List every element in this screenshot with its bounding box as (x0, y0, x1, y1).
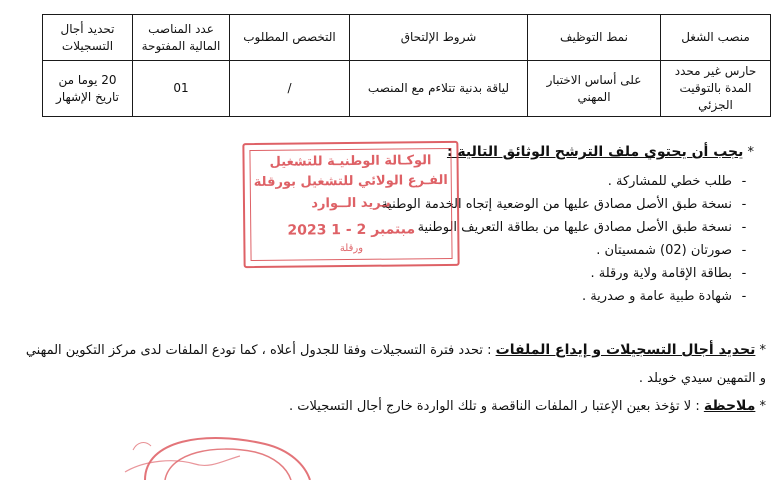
cell-job-position: حارس غير محدد المدة بالتوقيت الجزئي (661, 61, 771, 117)
header-recruitment-mode: نمط التوظيف (528, 15, 661, 61)
dash-bullet: - (741, 289, 747, 304)
documents-heading-text: يجب أن يحتوي ملف الترشح الوثائق التالية : (446, 144, 744, 160)
table-row (43, 61, 771, 117)
cell-specialty: / (230, 61, 350, 117)
dash-bullet: - (741, 174, 747, 189)
asterisk: * (743, 145, 754, 160)
deadline-label: تحديد أجال التسجيلات و إيداع الملفات (495, 342, 756, 358)
header-registration-deadline: تحديد أجال التسجيلات (43, 15, 133, 61)
header-conditions: شروط الإلتحاق (350, 15, 528, 61)
list-item-text: صورتان (02) شمسيتان . (596, 243, 732, 258)
deadline-paragraph (26, 342, 766, 358)
header-job-position: منصب الشغل (661, 15, 771, 61)
note-paragraph (289, 398, 766, 414)
list-item (230, 285, 750, 308)
stamp-date: 2023 مبتمبر 2 - 1 (287, 221, 416, 239)
cell-conditions: لياقة بدنية تتلاءم مع المنصب (350, 61, 528, 117)
list-item-text: شهادة طبية عامة و صدرية . (581, 289, 732, 304)
stamp-branch-line: الفـرع الولائي للتشغيل بورقلة (253, 172, 448, 191)
received-mail-stamp (242, 141, 459, 268)
job-table (42, 14, 771, 117)
dash-bullet: - (741, 243, 747, 258)
deadline-continuation: و التمهين سيدي خويلد . (638, 371, 766, 386)
stamp-city: ورقلة (339, 242, 364, 255)
note-label: ملاحظة (703, 398, 756, 414)
deadline-text: : تحدد فترة التسجيلات وفقا للجدول أعلاه ، كما تودع الملفات لدى مركز التكوين المهني (25, 343, 492, 358)
dash-bullet: - (741, 197, 747, 212)
header-specialty: التخصص المطلوب (230, 15, 350, 61)
cell-registration-deadline: 20 يوما من تاريخ الإشهار (43, 61, 133, 117)
dash-bullet: - (741, 266, 747, 281)
official-seal (115, 420, 315, 480)
stamp-mail-line: بـريد الــوارد (311, 195, 391, 212)
stamp-agency-line: الوكـالة الوطنيـة للتشغيل (269, 153, 432, 170)
asterisk: * (755, 343, 766, 358)
list-item-text: نسخة طبق الأصل مصادق عليها من الوضعية إتجاه الخدمة الوطنية (381, 197, 732, 212)
list-item-text: نسخة طبق الأصل مصادق عليها من بطاقة التعريف الوطنية (417, 220, 732, 235)
documents-heading (447, 144, 754, 160)
list-item-text: بطاقة الإقامة ولاية ورقلة . (590, 266, 732, 281)
cell-recruitment-mode: على أساس الاختبار المهني (528, 61, 661, 117)
table-header-row (43, 15, 771, 61)
dash-bullet: - (741, 220, 747, 235)
header-open-positions: عدد المناصب المالية المفتوحة (133, 15, 230, 61)
cell-open-positions: 01 (133, 61, 230, 117)
asterisk: * (755, 399, 766, 414)
note-text: : لا تؤخذ بعين الإعتبا ر الملفات الناقصة و تلك الواردة خارج أجال التسجيلات . (289, 399, 700, 414)
list-item-text: طلب خطي للمشاركة . (607, 174, 732, 189)
